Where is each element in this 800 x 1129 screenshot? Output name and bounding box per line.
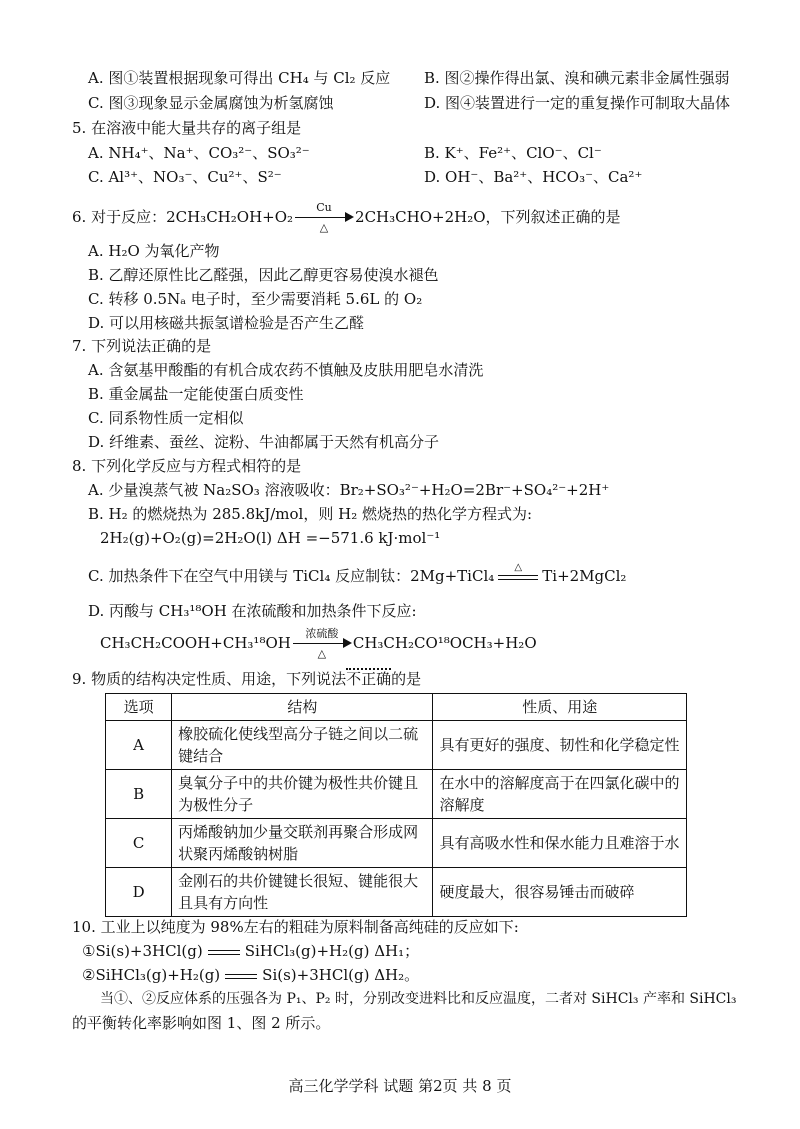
- row-option: A: [106, 721, 172, 770]
- q10-reaction-2: [82, 965, 419, 986]
- q6-stem-post: 2CH₃CHO+2H₂O，下列叙述正确的是: [355, 208, 621, 226]
- row-structure: 臭氧分子中的共价键为极性共价键且为极性分子: [172, 770, 433, 819]
- q5-option-a: A. NH₄⁺、Na⁺、CO₃²⁻、SO₃²⁻: [88, 144, 310, 162]
- q10-stem: 10. 工业上以纯度为 98%左右的粗硅为原料制备高纯硅的反应如下:: [72, 918, 519, 936]
- row-option: C: [106, 819, 172, 868]
- q6-option-c: C. 转移 0.5Nₐ 电子时，至少需要消耗 5.6L 的 O₂: [88, 290, 423, 308]
- table-row: [106, 819, 687, 868]
- q10-r1-post: SiHCl₃(g)+H₂(g) ΔH₁；: [244, 942, 420, 960]
- q9-stem-pre: 9. 物质的结构决定性质、用途，下列说法: [72, 670, 347, 688]
- q8-option-d-equation: [100, 627, 537, 660]
- equals-heat-sign: [496, 562, 540, 587]
- q9-table: [105, 693, 687, 917]
- q4-option-b: B. 图②操作得出氯、溴和碘元素非金属性强弱: [424, 69, 730, 87]
- q6-stem: [72, 201, 621, 234]
- q9-stem-post: 的是: [391, 670, 422, 688]
- reaction-arrow: [293, 627, 351, 660]
- header-property: 性质、用途: [433, 694, 687, 721]
- q6-stem-pre: 6. 对于反应：2CH₃CH₂OH+O₂: [72, 208, 294, 226]
- row-structure: 金刚石的共价键键长很短、键能很大且具有方向性: [172, 868, 433, 917]
- q10-r2-post: Si(s)+3HCl(g) ΔH₂。: [262, 966, 420, 984]
- q4-option-d: D. 图④装置进行一定的重复操作可制取大晶体: [424, 94, 731, 112]
- header-structure: 结构: [172, 694, 433, 721]
- q10-paragraph-1: 当①、②反应体系的压强各为 P₁、P₂ 时，分别改变进料比和反应温度，二者对 SiHCl₃ 产率和 SiHCl₃: [100, 991, 737, 1007]
- q8-stem: 8. 下列化学反应与方程式相符的是: [72, 457, 302, 475]
- reaction-arrow: [295, 201, 353, 234]
- heat-symbol: △: [514, 562, 523, 573]
- table-row: [106, 770, 687, 819]
- q4-option-c: C. 图③现象显示金属腐蚀为析氢腐蚀: [88, 94, 334, 112]
- q8-c-post: Ti+2MgCl₂: [542, 567, 627, 585]
- q5-option-b: B. K⁺、Fe²⁺、ClO⁻、Cl⁻: [424, 144, 602, 162]
- q5-option-d: D. OH⁻、Ba²⁺、HCO₃⁻、Ca²⁺: [424, 168, 643, 186]
- table-header-row: [106, 694, 687, 721]
- heat-symbol: △: [319, 221, 329, 234]
- q10-paragraph-2: 的平衡转化率影响如图 1、图 2 所示。: [72, 1014, 331, 1032]
- q7-option-c: C. 同系物性质一定相似: [88, 409, 244, 427]
- table-row: [106, 721, 687, 770]
- q8-option-b-equation: 2H₂(g)+O₂(g)=2H₂O(l) ΔH =−571.6 kJ·mol⁻¹: [100, 529, 441, 547]
- q8-option-c: [88, 562, 627, 587]
- q7-option-a: A. 含氨基甲酸酯的有机合成农药不慎触及皮肤用肥皂水清洗: [88, 361, 484, 379]
- table-row: [106, 868, 687, 917]
- q5-stem: 5. 在溶液中能大量共存的离子组是: [72, 119, 302, 137]
- q9-stem-emphasis: 不正确: [346, 670, 392, 688]
- q7-option-d: D. 纤维素、蚕丝、淀粉、牛油都属于天然有机高分子: [88, 433, 440, 451]
- q10-r1-pre: ①Si(s)+3HCl(g): [82, 942, 203, 960]
- q9-stem: [72, 669, 421, 689]
- row-structure: 橡胶硫化使线型高分子链之间以二硫键结合: [172, 721, 433, 770]
- q10-r2-pre: ②SiHCl₃(g)+H₂(g): [82, 966, 221, 984]
- header-option: 选项: [106, 694, 172, 721]
- q7-stem: 7. 下列说法正确的是: [72, 337, 212, 355]
- row-property: 具有高吸水性和保水能力且难溶于水: [433, 819, 687, 868]
- q5-option-c: C. Al³⁺、NO₃⁻、Cu²⁺、S²⁻: [88, 168, 282, 186]
- q6-option-d: D. 可以用核磁共振氢谱检验是否产生乙醛: [88, 314, 365, 332]
- row-property: 在水中的溶解度高于在四氯化碳中的溶解度: [433, 770, 687, 819]
- row-option: D: [106, 868, 172, 917]
- catalyst-label: Cu: [316, 201, 332, 214]
- q8-d-post: CH₃CH₂CO¹⁸OCH₃+H₂O: [352, 634, 537, 652]
- q10-reaction-1: [82, 941, 419, 962]
- row-property: 具有更好的强度、韧性和化学稳定性: [433, 721, 687, 770]
- q6-option-a: A. H₂O 为氧化产物: [88, 242, 220, 260]
- catalyst-label: 浓硫酸: [305, 627, 339, 640]
- row-option: B: [106, 770, 172, 819]
- q8-c-pre: C. 加热条件下在空气中用镁与 TiCl₄ 反应制钛：2Mg+TiCl₄: [88, 567, 495, 585]
- equilibrium-sign: [223, 966, 259, 986]
- equilibrium-sign: [206, 942, 242, 962]
- q8-option-a: A. 少量溴蒸气被 Na₂SO₃ 溶液吸收：Br₂+SO₃²⁻+H₂O=2Br⁻+SO₄²⁻+2H⁺: [88, 481, 610, 499]
- q8-option-b-text: B. H₂ 的燃烧热为 285.8kJ/mol，则 H₂ 燃烧热的热化学方程式为:: [88, 505, 533, 523]
- q7-option-b: B. 重金属盐一定能使蛋白质变性: [88, 385, 304, 403]
- q8-option-d-text: D. 丙酸与 CH₃¹⁸OH 在浓硫酸和加热条件下反应:: [88, 602, 417, 620]
- row-structure: 丙烯酸钠加少量交联剂再聚合形成网状聚丙烯酸钠树脂: [172, 819, 433, 868]
- page-footer: 高三化学学科 试题 第2页 共 8 页: [288, 1077, 512, 1095]
- q4-option-a: A. 图①装置根据现象可得出 CH₄ 与 Cl₂ 反应: [88, 69, 391, 87]
- row-property: 硬度最大，很容易锤击而破碎: [433, 868, 687, 917]
- heat-symbol: △: [317, 647, 327, 660]
- q8-d-pre: CH₃CH₂COOH+CH₃¹⁸OH: [100, 634, 291, 652]
- q6-option-b: B. 乙醇还原性比乙醛强，因此乙醇更容易使溴水褪色: [88, 266, 439, 284]
